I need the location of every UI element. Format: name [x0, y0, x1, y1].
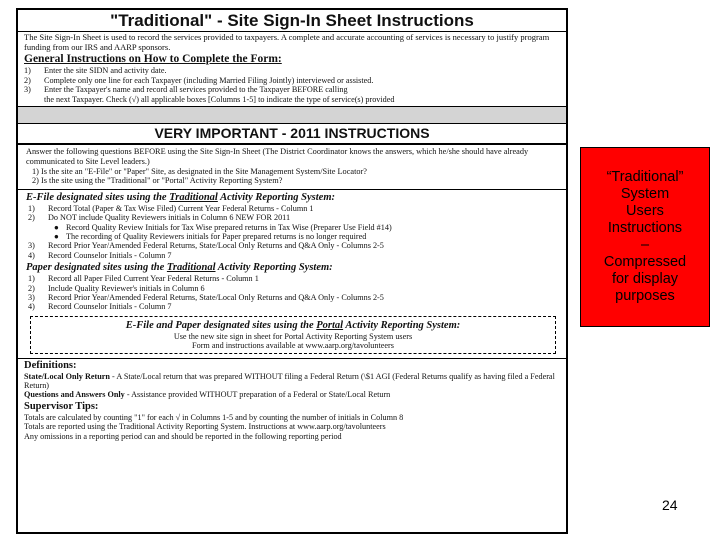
list-item: 1) Record all Paper Filed Current Year Federal Returns - Column 1	[28, 274, 259, 284]
portal-heading: E-File and Paper designated sites using the Portal Activity Reporting System:	[125, 319, 461, 331]
list-item: 2) Do NOT include Quality Reviewers initials in Column 6 NEW FOR 2011	[28, 213, 291, 223]
list-item: 3) Record Prior Year/Amended Federal Returns, State/Local Only Returns and Q&A Only - Columns 2-5	[28, 293, 384, 302]
list-item: ● The recording of Quality Reviewers initials for Paper prepared returns is no longer required	[54, 231, 367, 241]
general-list	[18, 66, 566, 104]
page-number: 24	[662, 497, 678, 513]
definitions-heading: Definitions:	[24, 359, 77, 371]
list-item: 1) Enter the site SIDN and activity date.	[24, 66, 167, 75]
list-item: 1) Record Total (Paper & Tax Wise Filed) Current Year Federal Returns - Column 1	[28, 203, 314, 213]
instruction-sheet	[16, 8, 568, 534]
list-item: 4) Record Counselor Initials - Column 7	[28, 250, 172, 260]
list-item: 3) Enter the Taxpayer's name and record all services provided to the Taxpayer BEFORE calling	[24, 85, 348, 95]
question-2: 2) Is the site using the "Traditional" or "Portal" Activity Reporting System?	[32, 176, 283, 186]
portal-line-1: Use the new site sign in sheet for Portal Activity Reporting System users	[173, 331, 413, 341]
list-item: 2) Include Quality Reviewer's initials in Column 6	[28, 283, 205, 293]
supervisor-line: Totals are reported using the Traditional Activity Reporting System. Instructions at www.aarp.org/tavolunteers	[24, 422, 386, 432]
portal-box	[30, 316, 556, 354]
sheet-title: "Traditional" - Site Sign-In Sheet Instructions	[18, 10, 566, 32]
list-item: 3) Record Prior Year/Amended Federal Returns, State/Local Only Returns and Q&A Only - Columns 2-5	[28, 241, 384, 251]
callout-text: “Traditional” System Users Instructions – Compressed for display purposes	[603, 169, 687, 304]
definitions-section	[18, 359, 566, 441]
questions-section	[18, 145, 566, 189]
supervisor-heading: Supervisor Tips:	[24, 400, 99, 412]
efile-heading: E-File designated sites using the Traditional Activity Reporting System:	[26, 191, 335, 203]
supervisor-line: Any omissions in a reporting period can and should be reported in the following reporting period	[24, 431, 342, 441]
list-item: the next Taxpayer. Check (√) all applicable boxes [Columns 1-5] to indicate the type of service(s) provided	[44, 94, 395, 104]
question-1: 1) Is the site an "E-File" or "Paper" Site, as designated in the Site Management System/Site Locator?	[32, 166, 367, 176]
definition-item: Questions and Answers Only - Assistance provided WITHOUT preparation of a Federal or State/Local Return	[24, 390, 391, 400]
paper-heading: Paper designated sites using the Traditional Activity Reporting System:	[26, 262, 333, 274]
portal-line-2: Form and instructions available at www.aarp.org/tavolunteers	[192, 341, 394, 351]
answer-intro: Answer the following questions BEFORE using the Site Sign-In Sheet (The District Coordinator knows the answers, which he/she should have already communicated to Site Level leaders.)	[26, 147, 529, 166]
list-item: ● Record Quality Review Initials for Tax Wise prepared returns in Tax Wise (Preparer Use Field #14)	[54, 222, 392, 232]
efile-section	[18, 190, 566, 359]
gray-band	[18, 106, 566, 124]
intro-text: The Site Sign-In Sheet is used to record the services provided to taxpayers. A complete and accurate accounting of services is necessary to justify program funding from our IRS and AARP sponsors.	[24, 32, 550, 52]
supervisor-line: Totals are calculated by counting "1" for each √ in Columns 1-5 and by counting the number of initials in Column 8	[24, 412, 404, 422]
definition-item: State/Local Only Return - A State/Local return that was prepared WITHOUT filing a Federal Return (\$1 AGI (Federal Returns qualify as having filed a Federal Return)	[24, 371, 555, 391]
list-item: 2) Complete only one line for each Taxpayer (including Married Filing Jointly) interviewed or assisted.	[24, 75, 374, 85]
callout-box	[580, 147, 710, 327]
general-heading: General Instructions on How to Complete the Form:	[24, 53, 282, 65]
list-item: 4) Record Counselor Initials - Column 7	[28, 302, 172, 312]
important-heading: VERY IMPORTANT - 2011 INSTRUCTIONS	[18, 124, 566, 145]
